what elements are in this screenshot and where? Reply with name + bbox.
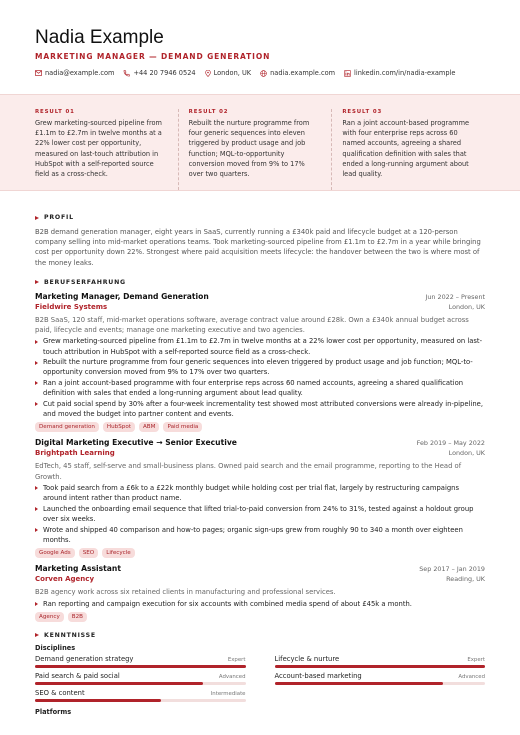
skill-tag: ABM bbox=[139, 422, 160, 432]
result-card bbox=[178, 109, 332, 190]
skill-bar bbox=[35, 682, 246, 685]
skill-bar bbox=[275, 682, 486, 685]
contact-phone-text: +44 20 7946 0524 bbox=[133, 69, 196, 77]
profile-heading-text: PROFIL bbox=[44, 214, 74, 221]
skill-bar bbox=[275, 665, 486, 668]
job-tags bbox=[35, 422, 485, 432]
candidate-role: MARKETING MANAGER — DEMAND GENERATION bbox=[35, 52, 271, 61]
contact-location bbox=[205, 69, 252, 77]
skill-tag: Agency bbox=[35, 612, 64, 622]
result-text: Rebuilt the nurture programme from four generic sequences into eleven triggered by product usage and job function; MQL-to-opportunity conversion moved from 9% to 17% over two quarters. bbox=[188, 119, 310, 179]
profile-heading bbox=[35, 214, 485, 221]
skills-heading bbox=[35, 632, 485, 639]
section-marker-icon bbox=[35, 633, 39, 637]
job-bullet: Wrote and shipped 40 comparison and how-to pages; organic sign-ups grew from roughly 90 to 340 a month over eighteen months. bbox=[35, 525, 485, 546]
phone-icon bbox=[123, 70, 130, 77]
skill-bar-fill bbox=[275, 665, 486, 668]
skill-level: Expert bbox=[467, 656, 485, 663]
skill-level: Intermediate bbox=[210, 690, 246, 697]
result-label: RESULT 03 bbox=[342, 109, 383, 115]
skill-item bbox=[275, 655, 486, 668]
job-bullet: Cut paid social spend by 30% after a four-week incrementality test showed most attributed conversions were already in-pipeline, and moved the budget into partner content and events. bbox=[35, 399, 485, 420]
skills-grid bbox=[35, 655, 485, 702]
job-bullet: Grew marketing-sourced pipeline from £1.1m to £2.7m in twelve months at a 22% lower cost per opportunity, measured on last-touch attribution in HubSpot with a self-reported source field as a cross-check. bbox=[35, 336, 485, 357]
contact-location-text: London, UK bbox=[213, 69, 252, 77]
location-icon bbox=[205, 70, 211, 77]
job-title: Digital Marketing Executive → Senior Executive bbox=[35, 438, 237, 448]
result-label: RESULT 01 bbox=[35, 109, 75, 115]
globe-icon bbox=[260, 70, 267, 77]
skill-tag: Google Ads bbox=[35, 548, 75, 558]
skill-item bbox=[35, 655, 246, 668]
job-title: Marketing Assistant bbox=[35, 564, 121, 574]
skill-bar bbox=[35, 665, 246, 668]
job-bullets bbox=[35, 599, 485, 609]
job-entry bbox=[35, 292, 485, 433]
profile-summary: B2B demand generation manager, eight years in SaaS, currently running a £340k paid and lifecycle budget at a 120-person company selling into mid-market operations teams. Took marketing-sourced pipeline from £1.1m to £2.7m in a year while bringing cost per opportunity down 22%. Strongest where paid acquisition meets lifecycle: the handover between the two is where most of the money leaks. bbox=[35, 228, 481, 267]
skill-name: Account-based marketing bbox=[274, 671, 362, 680]
job-entry bbox=[35, 564, 485, 622]
experience-heading-text: BERUFSERFAHRUNG bbox=[44, 278, 126, 286]
linkedin-icon bbox=[344, 70, 351, 77]
result-card bbox=[331, 109, 485, 190]
skill-tag: Paid media bbox=[163, 422, 202, 432]
job-bullet: Ran a joint account-based programme with four enterprise reps across 60 named accounts, agreeing a shared qualification definition with sales that ended a long-running argument about lead quality. bbox=[35, 378, 485, 399]
skill-level: Expert bbox=[227, 656, 246, 663]
job-location: Reading, UK bbox=[446, 575, 485, 584]
skill-tag: HubSpot bbox=[103, 422, 135, 432]
skill-tag: B2B bbox=[68, 612, 87, 622]
job-company: Brightpath Learning bbox=[35, 449, 115, 458]
job-dates: Jun 2022 – Present bbox=[425, 292, 485, 301]
key-results-band bbox=[0, 94, 520, 191]
job-tags bbox=[35, 612, 485, 622]
candidate-name: Nadia Example bbox=[35, 27, 164, 48]
job-entry bbox=[35, 438, 485, 558]
job-location: London, UK bbox=[448, 302, 485, 311]
resume-header bbox=[0, 0, 520, 77]
job-location: London, UK bbox=[448, 449, 485, 458]
section-marker-icon bbox=[35, 280, 39, 284]
contact-website-text: nadia.example.com bbox=[270, 69, 336, 77]
contact-linkedin[interactable] bbox=[344, 69, 455, 77]
mail-icon bbox=[35, 70, 42, 76]
result-card bbox=[35, 109, 178, 190]
contact-email-text: nadia@example.com bbox=[45, 69, 115, 77]
job-company: Corven Agency bbox=[35, 575, 95, 584]
skill-bar bbox=[35, 699, 246, 702]
job-description: B2B agency work across six retained clients in manufacturing and professional services. bbox=[35, 588, 336, 597]
contact-email[interactable] bbox=[35, 69, 114, 77]
skill-tag: Demand generation bbox=[35, 422, 99, 432]
skill-bar-fill bbox=[35, 699, 161, 702]
skills-heading-text: KENNTNISSE bbox=[44, 631, 96, 639]
skill-item bbox=[275, 672, 486, 685]
contact-linkedin-text: linkedin.com/in/nadia-example bbox=[354, 69, 456, 77]
skill-name: Lifecycle & nurture bbox=[274, 654, 340, 663]
job-description: EdTech, 45 staff, self-serve and small-business plans. Owned paid search and the email programme, reporting to the Head of Growth. bbox=[35, 462, 462, 481]
job-bullet: Launched the onboarding email sequence that lifted trial-to-paid conversion from 24% to 31%, tested against a holdout group over six weeks. bbox=[35, 504, 485, 525]
result-text: Grew marketing-sourced pipeline from £1.1m to £2.7m in twelve months at a 22% lower cost per opportunity, measured on last-touch attribution in HubSpot with a self-reported source field as a cross-check. bbox=[35, 119, 162, 179]
skill-level: Advanced bbox=[218, 673, 246, 680]
job-bullets bbox=[35, 336, 485, 419]
job-tags bbox=[35, 548, 485, 558]
skill-item bbox=[35, 689, 246, 702]
contact-phone[interactable] bbox=[123, 69, 195, 77]
skill-name: Demand generation strategy bbox=[35, 654, 134, 663]
result-text: Ran a joint account-based programme with four enterprise reps across 60 named accounts, agreeing a shared qualification definition with sales that ended a long-running argument about lead quality. bbox=[342, 119, 470, 179]
job-dates: Sep 2017 – Jan 2019 bbox=[419, 565, 485, 574]
job-description: B2B SaaS, 120 staff, mid-market operations software, average contract value around £28k. Own a £340k annual budget across paid, lifecycle and events; manage one marketing executive and two agencies. bbox=[35, 315, 469, 335]
skills-group-title: Platforms bbox=[35, 707, 72, 716]
skills-group-title: Disciplines bbox=[35, 643, 76, 652]
job-bullet: Took paid search from a £6k to a £22k monthly budget while holding cost per trial flat, largely by restructuring campaigns around intent rather than product name. bbox=[35, 483, 485, 504]
job-dates: Feb 2019 – May 2022 bbox=[416, 439, 485, 448]
skill-level: Advanced bbox=[458, 673, 485, 680]
resume-body bbox=[35, 214, 485, 716]
job-bullets bbox=[35, 483, 485, 545]
skill-tag: SEO bbox=[79, 548, 99, 558]
skill-bar-fill bbox=[35, 682, 203, 685]
skill-bar-fill bbox=[35, 665, 246, 668]
skill-name: Paid search & paid social bbox=[35, 671, 120, 680]
experience-heading bbox=[35, 279, 485, 286]
result-label: RESULT 02 bbox=[188, 109, 229, 115]
contact-line bbox=[35, 69, 485, 77]
job-bullet: Rebuilt the nurture programme from four generic sequences into eleven triggered by product usage and job function; MQL-to-opportunity conversion moved from 9% to 17% over two quarters. bbox=[35, 357, 485, 378]
skill-item bbox=[35, 672, 246, 685]
section-marker-icon bbox=[35, 216, 39, 220]
skill-name: SEO & content bbox=[35, 688, 85, 697]
job-company: Fieldwire Systems bbox=[35, 302, 108, 311]
job-title: Marketing Manager, Demand Generation bbox=[35, 291, 209, 301]
skill-tag: Lifecycle bbox=[102, 548, 135, 558]
skill-bar-fill bbox=[275, 682, 443, 685]
job-bullet: Ran reporting and campaign execution for six accounts with combined media spend of about £45k a month. bbox=[35, 599, 485, 609]
contact-website[interactable] bbox=[260, 69, 335, 77]
